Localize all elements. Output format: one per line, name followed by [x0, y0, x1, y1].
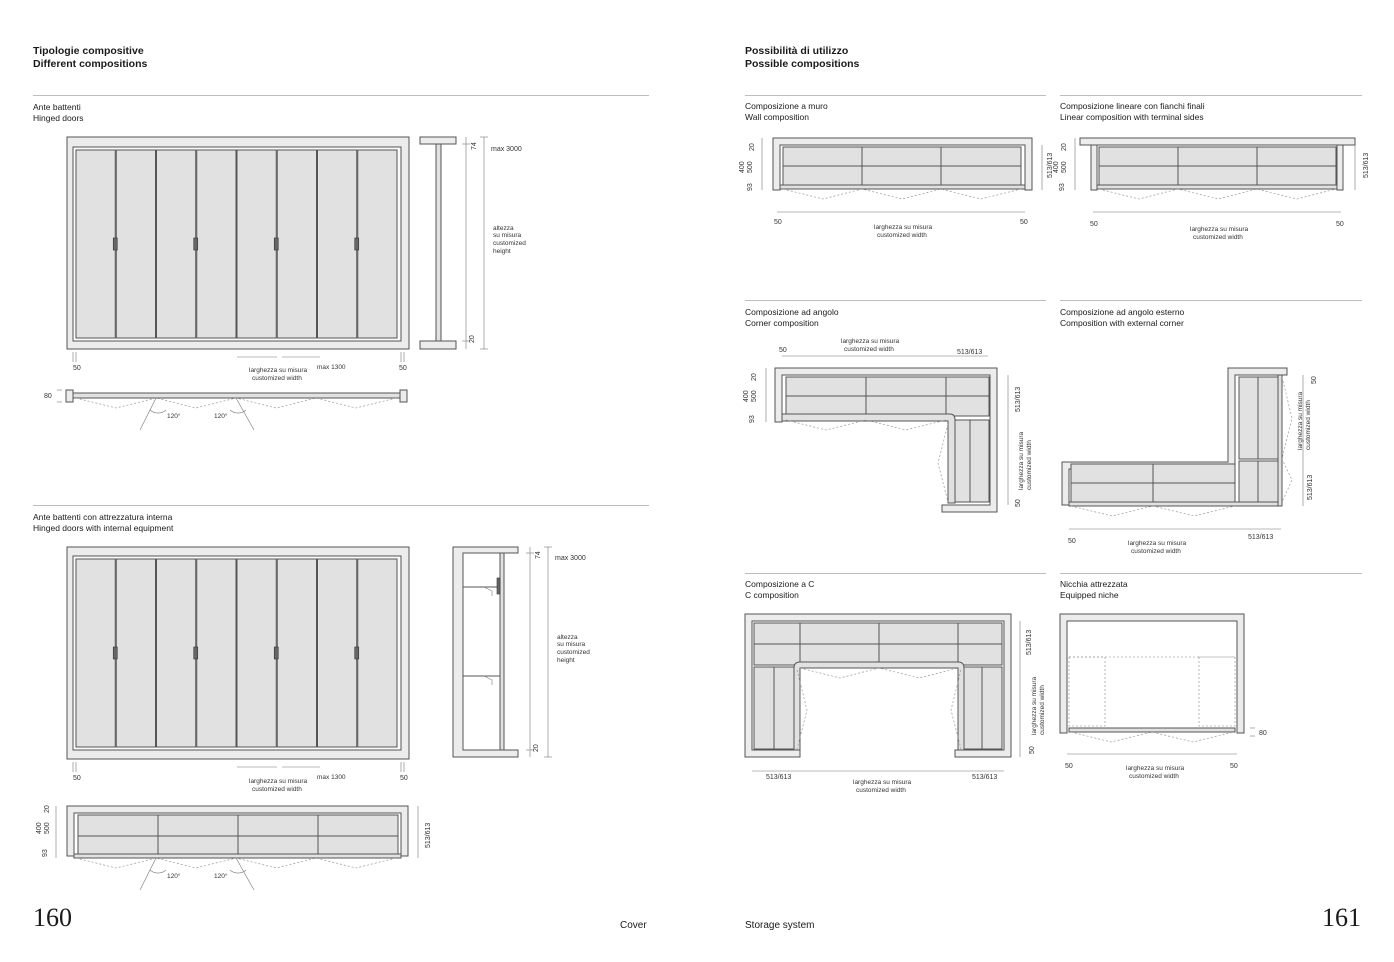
linear-left-50: 50: [1090, 221, 1098, 228]
corner-d400: 400: [743, 390, 750, 402]
c-width-it: larghezza su misura: [853, 779, 912, 786]
c-right-513: 513/613: [972, 774, 998, 781]
corner-top-50: 50: [779, 347, 787, 354]
s2-d93: 93: [42, 849, 49, 857]
c-side-50: 50: [1029, 746, 1036, 754]
linear-d513: 513/613: [1363, 152, 1370, 178]
linear-d20: 20: [1061, 143, 1068, 151]
s1-dim-bottom: 20: [469, 335, 476, 343]
corner-top-513: 513/613: [957, 349, 983, 356]
wall-right-50: 50: [1020, 219, 1028, 226]
ext-right-513: 513/613: [1248, 534, 1274, 541]
linear-d400: 400: [1053, 161, 1060, 173]
c-composition-plan: [745, 614, 1046, 794]
corner-composition-plan: [743, 338, 1033, 512]
wall-d513: 513/613: [1047, 152, 1054, 178]
footer-cover: Cover: [620, 920, 647, 931]
c-side-513: 513/613: [1026, 629, 1033, 655]
niche-width-it: larghezza su misura: [1126, 765, 1185, 772]
corner-width-it: larghezza su misura: [841, 338, 900, 345]
left-header-title-it: Tipologie compositive: [33, 45, 144, 57]
section2-title-en: Hinged doors with internal equipment: [33, 522, 174, 533]
ext-side-w-en: customized width: [1305, 400, 1312, 450]
s1-dim-top: 74: [471, 142, 478, 150]
corner-d500: 500: [751, 390, 758, 402]
left-header-title-en: Different compositions: [33, 58, 148, 70]
niche-depth: 80: [1259, 730, 1267, 737]
s2-height-2: su misura: [557, 641, 586, 648]
page-number-left: 160: [33, 903, 72, 932]
right-header-title-en: Possible compositions: [745, 58, 860, 70]
corner-side-513: 513/613: [1015, 386, 1022, 412]
s1-height-3: customized: [493, 240, 526, 247]
c-side-w-it: larghezza su misura: [1031, 676, 1038, 735]
wall-d93: 93: [747, 183, 754, 191]
corner-width-en: customized width: [844, 346, 894, 353]
s1-angle1: 120°: [167, 413, 181, 420]
ext-top-50: 50: [1311, 376, 1318, 384]
corner-d93: 93: [749, 415, 756, 423]
s2-dim-bottom: 20: [533, 744, 540, 752]
s2-dim-top: 74: [535, 551, 542, 559]
c-width-en: customized width: [856, 787, 906, 794]
footer-storage-system: Storage system: [745, 920, 815, 931]
s1-depth: 80: [44, 393, 52, 400]
section2-title-it: Ante battenti con attrezzatura interna: [33, 512, 173, 522]
corner-side-50: 50: [1015, 499, 1022, 507]
niche-width-en: customized width: [1129, 773, 1179, 780]
wall-d20: 20: [749, 143, 756, 151]
s2-max-height: max 3000: [555, 555, 586, 562]
section1-title-en: Hinged doors: [33, 112, 84, 123]
s2-left-50: 50: [73, 775, 81, 782]
c-comp-title-it: Composizione a C: [745, 579, 815, 589]
c-left-513: 513/613: [766, 774, 792, 781]
s1-left-50: 50: [73, 365, 81, 372]
niche-title-it: Nicchia attrezzata: [1060, 579, 1128, 589]
wall-d400: 400: [739, 161, 746, 173]
s1-right-50: 50: [399, 365, 407, 372]
niche-left-50: 50: [1065, 763, 1073, 770]
corner-d20: 20: [751, 373, 758, 381]
s2-right-50: 50: [400, 775, 408, 782]
linear-d500: 500: [1061, 161, 1068, 173]
c-side-w-en: customized width: [1039, 685, 1046, 735]
ext-width-en: customized width: [1131, 548, 1181, 555]
s1-max-width: max 1300: [317, 364, 346, 371]
wall-width-en: customized width: [877, 232, 927, 239]
wall-left-50: 50: [774, 219, 782, 226]
s2-d513: 513/613: [425, 822, 432, 848]
section1-title-it: Ante battenti: [33, 102, 81, 112]
s1-angle2: 120°: [214, 413, 228, 420]
ext-left-50: 50: [1068, 538, 1076, 545]
s1-max-height: max 3000: [491, 146, 522, 153]
linear-right-50: 50: [1336, 221, 1344, 228]
corner-title-en: Corner composition: [745, 317, 819, 328]
page-number-right: 161: [1322, 903, 1361, 932]
s2-angle2: 120°: [214, 873, 228, 880]
wall-title-it: Composizione a muro: [745, 101, 828, 111]
ext-width-it: larghezza su misura: [1128, 540, 1187, 547]
s2-width-it: larghezza su misura: [249, 778, 308, 785]
wall-composition-plan: [739, 138, 1054, 239]
linear-composition-plan: [1053, 138, 1370, 241]
s2-height-3: customized: [557, 649, 590, 656]
s1-width-en: customized width: [252, 375, 302, 382]
linear-width-en: customized width: [1193, 234, 1243, 241]
ext-corner-title-it: Composizione ad angolo esterno: [1060, 307, 1185, 317]
linear-width-it: larghezza su misura: [1190, 226, 1249, 233]
corner-title-it: Composizione ad angolo: [745, 307, 839, 317]
s2-height-1: altezza: [557, 634, 578, 641]
linear-title-en: Linear composition with terminal sides: [1060, 111, 1204, 122]
s2-d400: 400: [36, 822, 43, 834]
wall-d500: 500: [747, 161, 754, 173]
corner-side-w-en: customized width: [1026, 440, 1033, 490]
corner-side-w-it: larghezza su misura: [1018, 431, 1025, 490]
s2-width-en: customized width: [252, 786, 302, 793]
linear-title-it: Composizione lineare con fianchi finali: [1060, 101, 1205, 111]
linear-d93: 93: [1059, 183, 1066, 191]
s2-height-4: height: [557, 657, 575, 664]
s1-height-1: altezza: [493, 225, 514, 232]
ext-corner-title-en: Composition with external corner: [1060, 317, 1184, 328]
s1-width-it: larghezza su misura: [249, 367, 308, 374]
wall-title-en: Wall composition: [745, 111, 809, 122]
ext-side-w-it: larghezza su misura: [1297, 391, 1304, 450]
niche-title-en: Equipped niche: [1060, 589, 1119, 600]
niche-composition-plan: [1060, 614, 1267, 780]
c-comp-title-en: C composition: [745, 589, 799, 600]
ext-side-513: 513/613: [1307, 474, 1314, 500]
s2-d500: 500: [44, 822, 51, 834]
s2-angle1: 120°: [167, 873, 181, 880]
ext-corner-composition-plan: [1062, 368, 1318, 555]
s2-max-width: max 1300: [317, 774, 346, 781]
s2-d20: 20: [44, 805, 51, 813]
right-header-title-it: Possibilità di utilizzo: [745, 45, 849, 57]
s1-height-2: su misura: [493, 232, 522, 239]
wall-width-it: larghezza su misura: [874, 224, 933, 231]
s1-height-4: height: [493, 248, 511, 255]
niche-right-50: 50: [1230, 763, 1238, 770]
